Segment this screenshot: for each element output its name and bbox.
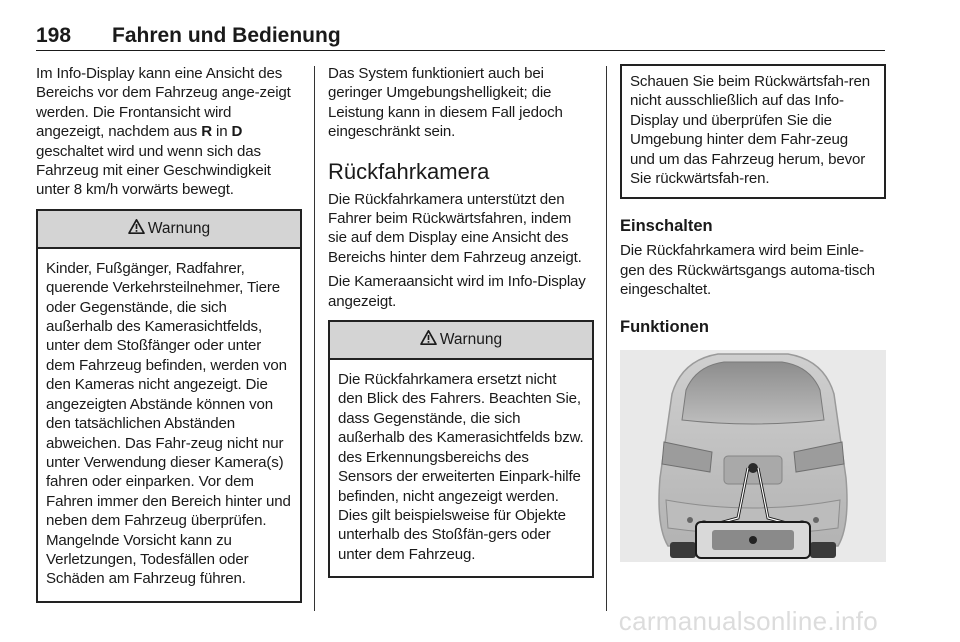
paragraph-activation: Die Rückfahrkamera wird beim Einle-gen des Rückwärtsgangs automa-tisch eingeschaltet. bbox=[620, 242, 875, 299]
note-box bbox=[620, 64, 886, 199]
warning-triangle-icon bbox=[420, 330, 437, 345]
column-1 bbox=[36, 64, 302, 603]
warning-box-front-camera bbox=[36, 209, 302, 603]
gear-d: D bbox=[231, 123, 243, 141]
page-title: Fahren und Bedienung bbox=[112, 24, 341, 47]
warning-title: Warnung bbox=[147, 219, 211, 237]
note-text: Schauen Sie beim Rückwärtsfah-ren nicht ausschließlich auf das Info-Display und überprüfen Sie die Umgebung hinter dem Fahr-zeug und um das Fahrzeug herum, bevor Sie rückwärtsfah-ren. bbox=[630, 73, 871, 188]
warning-triangle-icon bbox=[128, 219, 145, 234]
column-divider-2 bbox=[606, 66, 607, 611]
subheading-einschalten: Einschalten bbox=[620, 217, 713, 236]
warning-text: Die Rückfahrkamera ersetzt nicht den Blick des Fahrers. Beachten Sie, dass Gegenstände, die sich außerhalb des Kamerasichtfelds bzw. des Erkennungsbereichs des Sensors der erweiterten Einpark-hilfe befinden, nicht angezeigt werden. Dies gilt beispielsweise für Objekte unterhalb des Stoßfän-gers oder unter dem Fahrzeug. bbox=[338, 371, 584, 563]
rear-camera-illustration bbox=[620, 350, 886, 562]
watermark: carmanualsonline.info bbox=[618, 606, 878, 636]
warning-box-rear-camera bbox=[328, 320, 594, 578]
paragraph-low-light: Das System funktioniert auch bei geringer Umgebungshelligkeit; die Leistung kann in diesem Fall jedoch eingeschränkt sein. bbox=[328, 65, 563, 141]
section-heading-rear-camera: Rückfahrkamera bbox=[328, 158, 490, 184]
warning-header bbox=[330, 322, 592, 360]
paragraph-camera-view: Die Kameraansicht wird im Info-Display angezeigt. bbox=[328, 273, 586, 310]
page-number: 198 bbox=[36, 24, 72, 47]
column-divider-1 bbox=[314, 66, 315, 611]
warning-title: Warnung bbox=[439, 331, 503, 349]
warning-header bbox=[38, 211, 300, 249]
subheading-funktionen: Funktionen bbox=[620, 317, 709, 336]
column-2 bbox=[328, 64, 594, 578]
paragraph-rear-camera-intro: Die Rückfahrkamera unterstützt den Fahrer beim Rückwärtsfahren, indem sie auf dem Display eine Ansicht des Bereichs hinter dem Fahrzeug anzeigt. bbox=[328, 190, 582, 266]
header-rule bbox=[36, 50, 885, 51]
warning-text: Kinder, Fußgänger, Radfahrer, querende Verkehrsteilnehmer, Tiere oder Gegenstände, die sich außerhalb des Kamerasichtfelds, unter dem Stoßfänger oder unter dem Fahrzeug befinden, werden von den Kameras nicht angezeigt. Die angezeigten Abstände können von den tatsächlichen Abständen abweichen. Das Fahr-zeug nicht nur unter Verwendung dieser Kamera(s) fahren oder einparken. Vor dem Fahren immer den Bereich hinter und neben dem Fahrzeug überprüfen. Mangelnde Vorsicht kann zu Verletzungen, Todesfällen oder Schäden am Fahrzeug führen. bbox=[46, 259, 291, 588]
intro-paragraph: Im Info-Display kann eine Ansicht des Bereichs vor dem Fahrzeug ange-zeigt werden. Die Frontansicht wird angezeigt, nachdem aus R in D geschaltet wird und wenn sich das Fahrzeug mit einer Geschwindigkeit unter 8 km/h vorwärts bewegt. bbox=[36, 65, 291, 199]
gear-r: R bbox=[201, 123, 212, 141]
column-3 bbox=[620, 64, 886, 567]
